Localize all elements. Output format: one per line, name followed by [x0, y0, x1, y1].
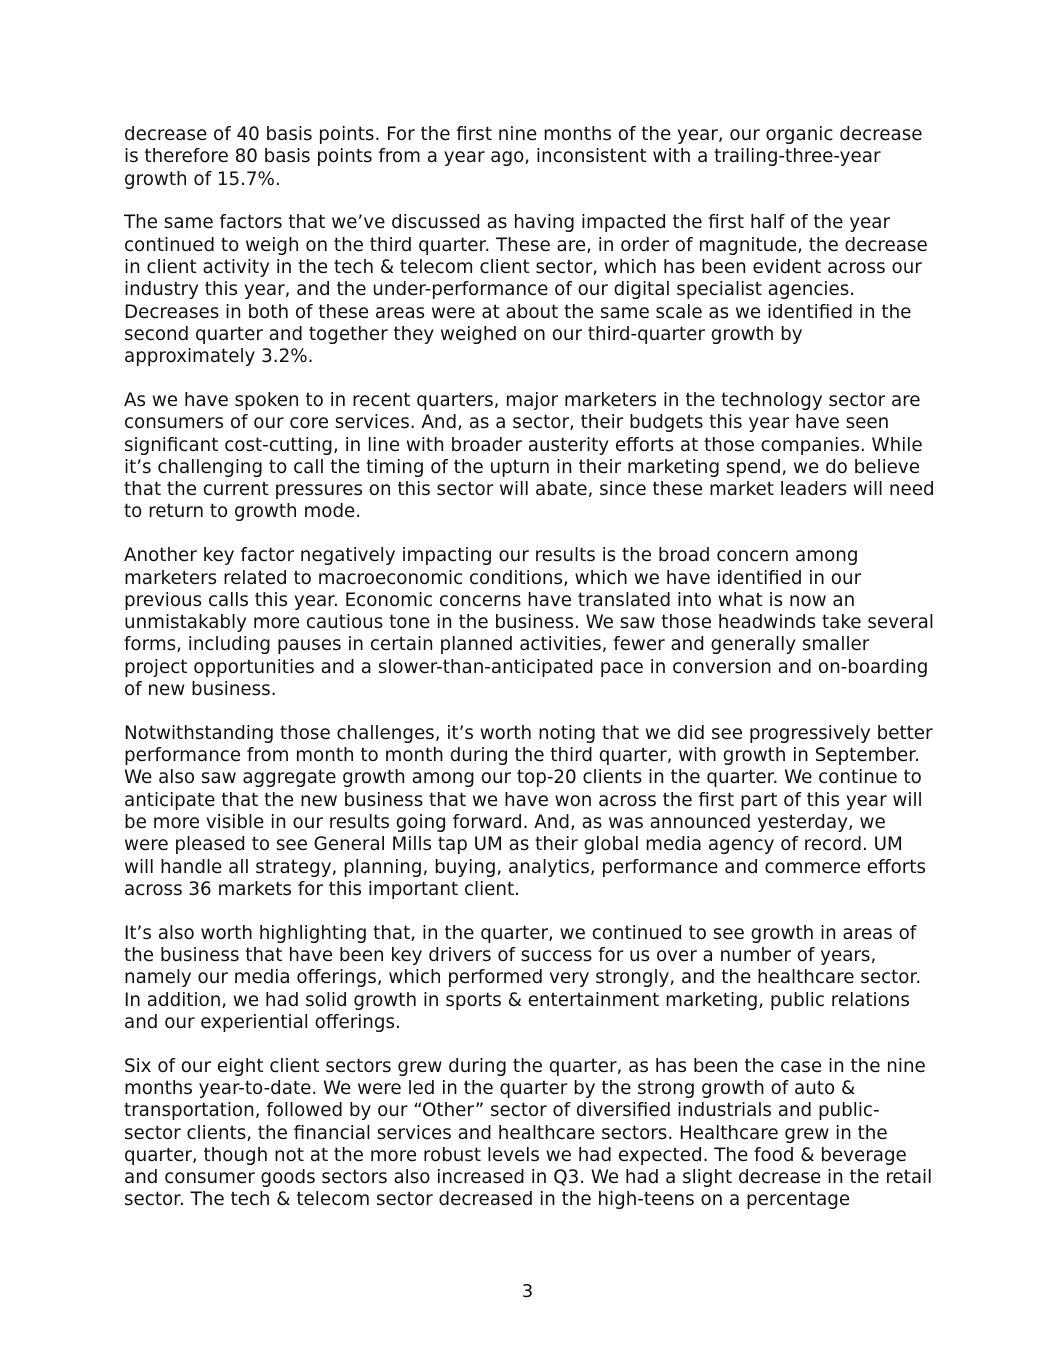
- page-number: 3: [521, 1281, 534, 1302]
- body-text: [124, 124, 936, 1233]
- paragraph-4: Another key factor negatively impacting our results is the broad concern among marketers related to macroeconomic conditions, which we have identified in our previous calls this year. Economic concerns have translated into what is now an unmistakably more cautious tone in the business. We saw those headwinds take several forms, including pauses in certain planned activities, fewer and generally smaller project opportunities and a slower-than-anticipated pace in conversion and on-boarding of new business.: [124, 545, 934, 701]
- paragraph-1: decrease of 40 basis points. For the first nine months of the year, our organic decrease is therefore 80 basis points from a year ago, inconsistent with a trailing-three-year growth of 15.7%.: [124, 124, 923, 190]
- paragraph-5: Notwithstanding those challenges, it’s worth noting that we did see progressively better performance from month to month during the third quarter, with growth in September. We also saw aggregate growth among our top-20 clients in the quarter. We continue to anticipate that the new business that we have won across the first part of this year will be more visible in our results going forward. And, as was announced yesterday, we were pleased to see General Mills tap UM as their global media agency of record. UM will handle all strategy, planning, buying, analytics, performance and commerce efforts across 36 markets for this important client.: [124, 722, 933, 900]
- paragraph-6: It’s also worth highlighting that, in the quarter, we continued to see growth in areas of the business that have been key drivers of success for us over a number of years, namely our media offerings, which performed very strongly, and the healthcare sector. In addition, we had solid growth in sports & entertainment marketing, public relations and our experiential offerings.: [124, 922, 922, 1033]
- paragraph-2: The same factors that we’ve discussed as having impacted the first half of the year continued to weigh on the third quarter. These are, in order of magnitude, the decrease in client activity in the tech & telecom client sector, which has been evident across our industry this year, and the under-performance of our digital specialist agencies. Decreases in both of these areas were at about the same scale as we identified in the second quarter and together they weighed on our third-quarter growth by approximately 3.2%.: [124, 212, 928, 368]
- paragraph-3: As we have spoken to in recent quarters, major marketers in the technology sector are consumers of our core services. And, as a sector, their budgets this year have seen significant cost-cutting, in line with broader austerity efforts at those companies. While it’s challenging to call the timing of the upturn in their marketing spend, we do believe that the current pressures on this sector will abate, since these market leaders will need to return to growth mode.: [124, 389, 935, 523]
- paragraph-7: Six of our eight client sectors grew during the quarter, as has been the case in the nine months year-to-date. We were led in the quarter by the strong growth of auto & transportation, followed by our “Other” sector of diversified industrials and public-sector clients, the financial services and healthcare sectors. Healthcare grew in the quarter, though not at the more robust levels we had expected. The food & beverage and consumer goods sectors also increased in Q3. We had a slight decrease in the retail sector. The tech & telecom sector decreased in the high-teens on a percentage: [124, 1055, 933, 1211]
